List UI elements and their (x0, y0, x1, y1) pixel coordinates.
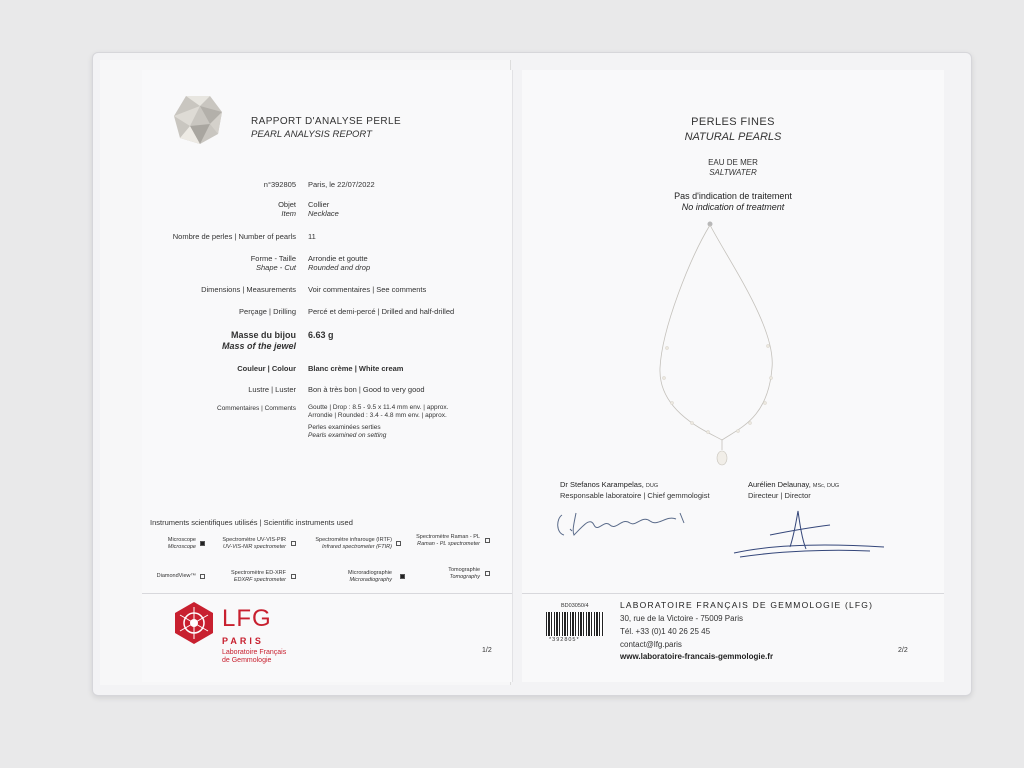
signatory-1: Dr Stefanos Karampelas, DUG (560, 480, 659, 489)
comment-line-2: Arrondie | Rounded : 3.4 - 4.8 mm env. | approx. (308, 412, 447, 419)
signature-2 (730, 505, 890, 565)
shape-label-en: Shape - Cut (255, 263, 296, 272)
left-page-number: 1/2 (482, 647, 492, 654)
barcode-code: BD03050/4 (561, 603, 589, 609)
colour-label: Couleur | Colour (237, 364, 296, 373)
brand-name-line2: de Gemmologie (222, 657, 272, 664)
report-subtitle: PEARL ANALYSIS REPORT (251, 129, 372, 140)
luster-label: Lustre | Luster (248, 385, 296, 394)
barcode-icon (546, 612, 604, 636)
water-type-fr: EAU DE MER (708, 158, 758, 167)
instrument-ftir: Spectromètre infrarouge (IRTF) Infrared spectrometer (FTIR) (315, 537, 392, 550)
instrument-uvvis-checkbox (291, 541, 296, 546)
left-page (142, 70, 513, 682)
pearl-type-en: NATURAL PEARLS (684, 131, 782, 143)
dimensions-label: Dimensions | Measurements (201, 285, 296, 294)
luster-value: Bon à très bon | Good to very good (308, 385, 425, 394)
shape-label-fr: Forme - Taille (250, 254, 296, 263)
brand-logo-text: LFG (222, 605, 272, 632)
instrument-raman-checkbox (485, 538, 490, 543)
instrument-uvvis: Spectromètre UV-VIS-PIR UV-VIS-NIR spectrometer (222, 537, 286, 550)
instruments-title: Instruments scientifiques utilisés | Scientific instruments used (150, 518, 353, 527)
instrument-microradiography-checkbox (400, 574, 405, 579)
water-type-en: SALTWATER (709, 168, 757, 177)
instrument-raman: Spectromètre Raman - PL Raman - PL spectrometer (416, 534, 480, 547)
necklace-photo (650, 218, 820, 473)
drilling-value: Percé et demi-percé | Drilled and half-drilled (308, 307, 455, 316)
treatment-fr: Pas d'indication de traitement (674, 191, 792, 201)
instrument-microscope-checkbox (200, 541, 205, 546)
pearl-count-label: Nombre de perles | Number of pearls (172, 232, 296, 241)
lab-name: LABORATOIRE FRANÇAIS DE GEMMOLOGIE (LFG) (620, 600, 874, 610)
pearl-count-value: 11 (308, 232, 316, 241)
lab-email: contact@lfg.paris (620, 640, 682, 649)
item-value-fr: Collier (308, 200, 330, 209)
comments-label: Commentaires | Comments (217, 405, 296, 412)
shape-value-en: Rounded and drop (308, 263, 371, 272)
lab-phone: Tél. +33 (0)1 40 26 25 45 (620, 627, 711, 636)
signatory-2-role: Directeur | Director (748, 491, 811, 500)
signatory-1-role: Responsable laboratoire | Chief gemmologist (560, 491, 710, 500)
instrument-microscope: Microscope Microscope (167, 537, 196, 550)
mass-value: 6.63 g (308, 330, 334, 340)
right-page-number: 2/2 (898, 647, 908, 654)
item-label-fr: Objet (278, 200, 296, 209)
brand-city: PARIS (222, 636, 264, 646)
shape-value-fr: Arrondie et goutte (308, 254, 368, 263)
instrument-ftir-checkbox (396, 541, 401, 546)
lfg-logo-icon (172, 601, 216, 645)
report-number: n°392805 (263, 180, 296, 189)
report-title: RAPPORT D'ANALYSE PERLE (251, 116, 402, 127)
signature-1 (550, 505, 700, 545)
barcode-number: *392805* (549, 637, 580, 643)
mass-label-en: Mass of the jewel (221, 341, 296, 351)
instrument-tomography-checkbox (485, 571, 490, 576)
right-footer-divider (522, 593, 944, 594)
colour-value: Blanc crème | White cream (308, 364, 404, 373)
instrument-diamondview-checkbox (200, 574, 205, 579)
instrument-edxrf-checkbox (291, 574, 296, 579)
instrument-edxrf: Spectromètre ED-XRF EDXRF spectrometer (230, 570, 286, 583)
place-date: Paris, le 22/07/2022 (308, 180, 375, 189)
drilling-label: Perçage | Drilling (239, 307, 296, 316)
signatory-2: Aurélien Delaunay, MSc, DUG (748, 480, 840, 489)
comment-line-1: Goutte | Drop : 8.5 - 9.5 x 11.4 mm env. | approx. (308, 404, 449, 411)
pearl-hologram-icon (172, 94, 224, 146)
instrument-microradiography: Microradiographie Microradiography (347, 570, 392, 583)
left-footer-divider (142, 593, 512, 594)
mass-label-fr: Masse du bijou (230, 330, 296, 340)
pearl-type-fr: PERLES FINES (691, 116, 775, 128)
dimensions-value: Voir commentaires | See comments (308, 285, 427, 294)
comment-line-4: Pearls examined on setting (308, 432, 387, 439)
instrument-diamondview: DiamondView™ (156, 573, 196, 579)
treatment-en: No indication of treatment (681, 202, 785, 212)
lab-address: 30, rue de la Victoire - 75009 Paris (620, 614, 744, 623)
instrument-tomography: Tomographie Tomography (448, 567, 480, 580)
lab-website: www.laboratoire-francais-gemmologie.fr (620, 652, 774, 661)
item-label-en: Item (281, 209, 296, 218)
brand-name-line1: Laboratoire Français (222, 649, 287, 656)
item-value-en: Necklace (308, 209, 339, 218)
comment-line-3: Perles examinées serties (308, 424, 381, 431)
